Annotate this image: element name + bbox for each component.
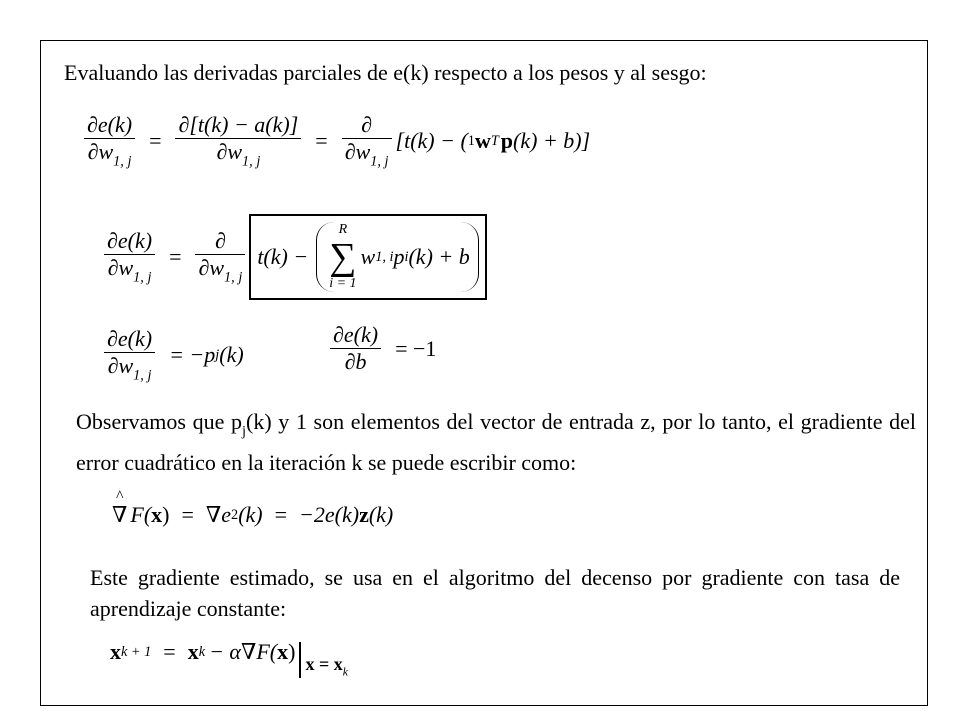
eq2-term-p-sub: i bbox=[404, 248, 409, 265]
eq4-lhs-numerator: ∂e(k) bbox=[333, 322, 379, 347]
eq6-sub-k: k bbox=[198, 643, 206, 660]
eq2-operator-fraction bbox=[195, 228, 245, 286]
eq1-rhs-body-d: (k) + b)] bbox=[513, 128, 591, 154]
eq2-term-p: p bbox=[393, 244, 405, 269]
eq2-op-denominator: ∂w bbox=[198, 254, 225, 280]
eq5-F: F( bbox=[130, 502, 152, 527]
eq2-paren-group bbox=[316, 222, 479, 292]
eq2-sum-bottom: i = 1 bbox=[329, 276, 357, 291]
eq1-p-bold: p bbox=[500, 128, 514, 154]
eq3-rhs-tail: (k) bbox=[219, 342, 244, 368]
eq6-x-bold-2: x bbox=[187, 639, 199, 664]
eq1-rhs-subscript: 1, j bbox=[370, 153, 389, 170]
eq3-rhs-sub: j bbox=[215, 346, 220, 363]
eq6-close: ) bbox=[288, 639, 296, 664]
eq5-equals-2: = bbox=[274, 502, 288, 527]
eq2-lhs-subscript: 1, j bbox=[133, 269, 152, 286]
eq6-equals: = bbox=[163, 639, 176, 664]
eq5-equals-1: = bbox=[181, 502, 194, 527]
eq1-equals-2: = bbox=[315, 128, 328, 154]
para1-subscript-j: j bbox=[242, 423, 246, 440]
eq1-lhs-subscript: 1, j bbox=[113, 153, 132, 170]
eq1-rhs-body-a: [t(k) − ( bbox=[395, 128, 468, 154]
eq2-bracket-group bbox=[249, 214, 486, 300]
eq2-equals: = bbox=[169, 244, 182, 269]
eq2-lhs-denominator: ∂w bbox=[107, 254, 134, 280]
eq3-lhs-subscript: 1, j bbox=[133, 367, 152, 384]
eq5-square: 2 bbox=[231, 506, 239, 523]
equation-1 bbox=[84, 112, 590, 170]
eq5-x-bold: x bbox=[151, 502, 163, 527]
eq2-lhs-numerator: ∂e(k) bbox=[107, 227, 153, 253]
eq1-lhs-fraction bbox=[84, 112, 135, 170]
heading-text: Evaluando las derivadas parciales de e(k) respecto a los pesos y al sesgo: bbox=[64, 60, 707, 85]
eq6-sub-k1: k + 1 bbox=[121, 643, 152, 660]
eq2-term-rest: (k) + b bbox=[408, 244, 470, 269]
eq1-lhs-numerator: ∂e(k) bbox=[87, 112, 133, 137]
eq6-x-bold-1: x bbox=[110, 639, 121, 664]
eq5-e: e bbox=[221, 502, 232, 527]
para1-part-b: (k) y 1 son elementos del vector de entrada z, por lo tanto, el gradiente del error cuadrático en la iteración k se puede escribir como: bbox=[76, 409, 916, 476]
eq2-sum-symbol: ∑ bbox=[329, 236, 357, 278]
eq2-lhs-fraction bbox=[104, 228, 155, 286]
equation-6 bbox=[110, 634, 348, 679]
eq3-lhs-numerator: ∂e(k) bbox=[107, 326, 153, 351]
eq1-rhs-numerator: ∂ bbox=[361, 112, 373, 137]
eq1-w-bold: w bbox=[474, 128, 491, 154]
eq4-lhs-fraction bbox=[330, 322, 381, 375]
eq1-mid-numerator: ∂[t(k) − a(k)] bbox=[178, 112, 299, 137]
eq1-mid-denominator: ∂w bbox=[216, 139, 243, 164]
eq1-equals-1: = bbox=[149, 128, 162, 154]
eq2-t-part: t(k) − bbox=[257, 244, 309, 269]
eq6-x-bold-3: x bbox=[277, 639, 289, 664]
eq1-mid-subscript: 1, j bbox=[242, 153, 261, 170]
eq2-term-w-sub: 1, i bbox=[375, 248, 394, 265]
eq4-rhs: = −1 bbox=[395, 335, 437, 361]
eq5-nabla-hat bbox=[112, 488, 128, 528]
eq3-lhs-fraction bbox=[104, 326, 155, 384]
eq2-term-w: w bbox=[360, 244, 376, 269]
eq6-eval-sub: k bbox=[342, 665, 348, 679]
eq5-nabla-2: ∇ bbox=[205, 502, 222, 527]
eq2-op-numerator: ∂ bbox=[214, 227, 226, 253]
eq5-close: ) bbox=[162, 502, 170, 527]
paragraph-observation bbox=[76, 406, 916, 478]
equation-5 bbox=[112, 488, 394, 528]
eq3-rhs: = −p bbox=[169, 342, 216, 368]
eq6-minus-term: − α∇F( bbox=[209, 639, 278, 664]
eq1-lhs-denominator: ∂w bbox=[87, 139, 114, 164]
eq6-eval-text: x = x bbox=[305, 653, 343, 674]
equation-2 bbox=[104, 214, 487, 300]
eq5-k: (k) bbox=[238, 502, 263, 527]
eq4-lhs-denominator: ∂b bbox=[330, 348, 381, 375]
eq3-lhs-denominator: ∂w bbox=[107, 353, 134, 378]
eq5-hat: ^ bbox=[116, 488, 124, 505]
eq2-sum bbox=[329, 222, 356, 292]
eq5-rhs-a: −2e(k) bbox=[299, 502, 360, 527]
eq5-nabla: ∇ bbox=[112, 502, 128, 527]
paragraph-gradient-descent: Este gradiente estimado, se usa en el algoritmo del decenso por gradiente con tasa de aprendizaje constante: bbox=[90, 565, 900, 621]
eq6-eval-bar bbox=[299, 642, 301, 678]
para1-part-a: Observamos que p bbox=[76, 409, 243, 434]
eq1-presub: 1 bbox=[467, 132, 475, 149]
eq6-eval bbox=[305, 654, 347, 678]
eq2-sum-top: R bbox=[338, 222, 348, 237]
eq1-rhs-denominator: ∂w bbox=[344, 139, 371, 164]
eq5-rhs-b: (k) bbox=[368, 502, 394, 527]
eq1-transpose-sup: T bbox=[490, 132, 499, 149]
eq5-z-bold: z bbox=[359, 502, 369, 527]
eq1-mid-fraction bbox=[175, 112, 301, 170]
eq2-op-subscript: 1, j bbox=[224, 269, 243, 286]
equation-4 bbox=[330, 322, 436, 375]
equation-3 bbox=[104, 326, 244, 384]
eq1-rhs-fraction bbox=[342, 112, 392, 170]
